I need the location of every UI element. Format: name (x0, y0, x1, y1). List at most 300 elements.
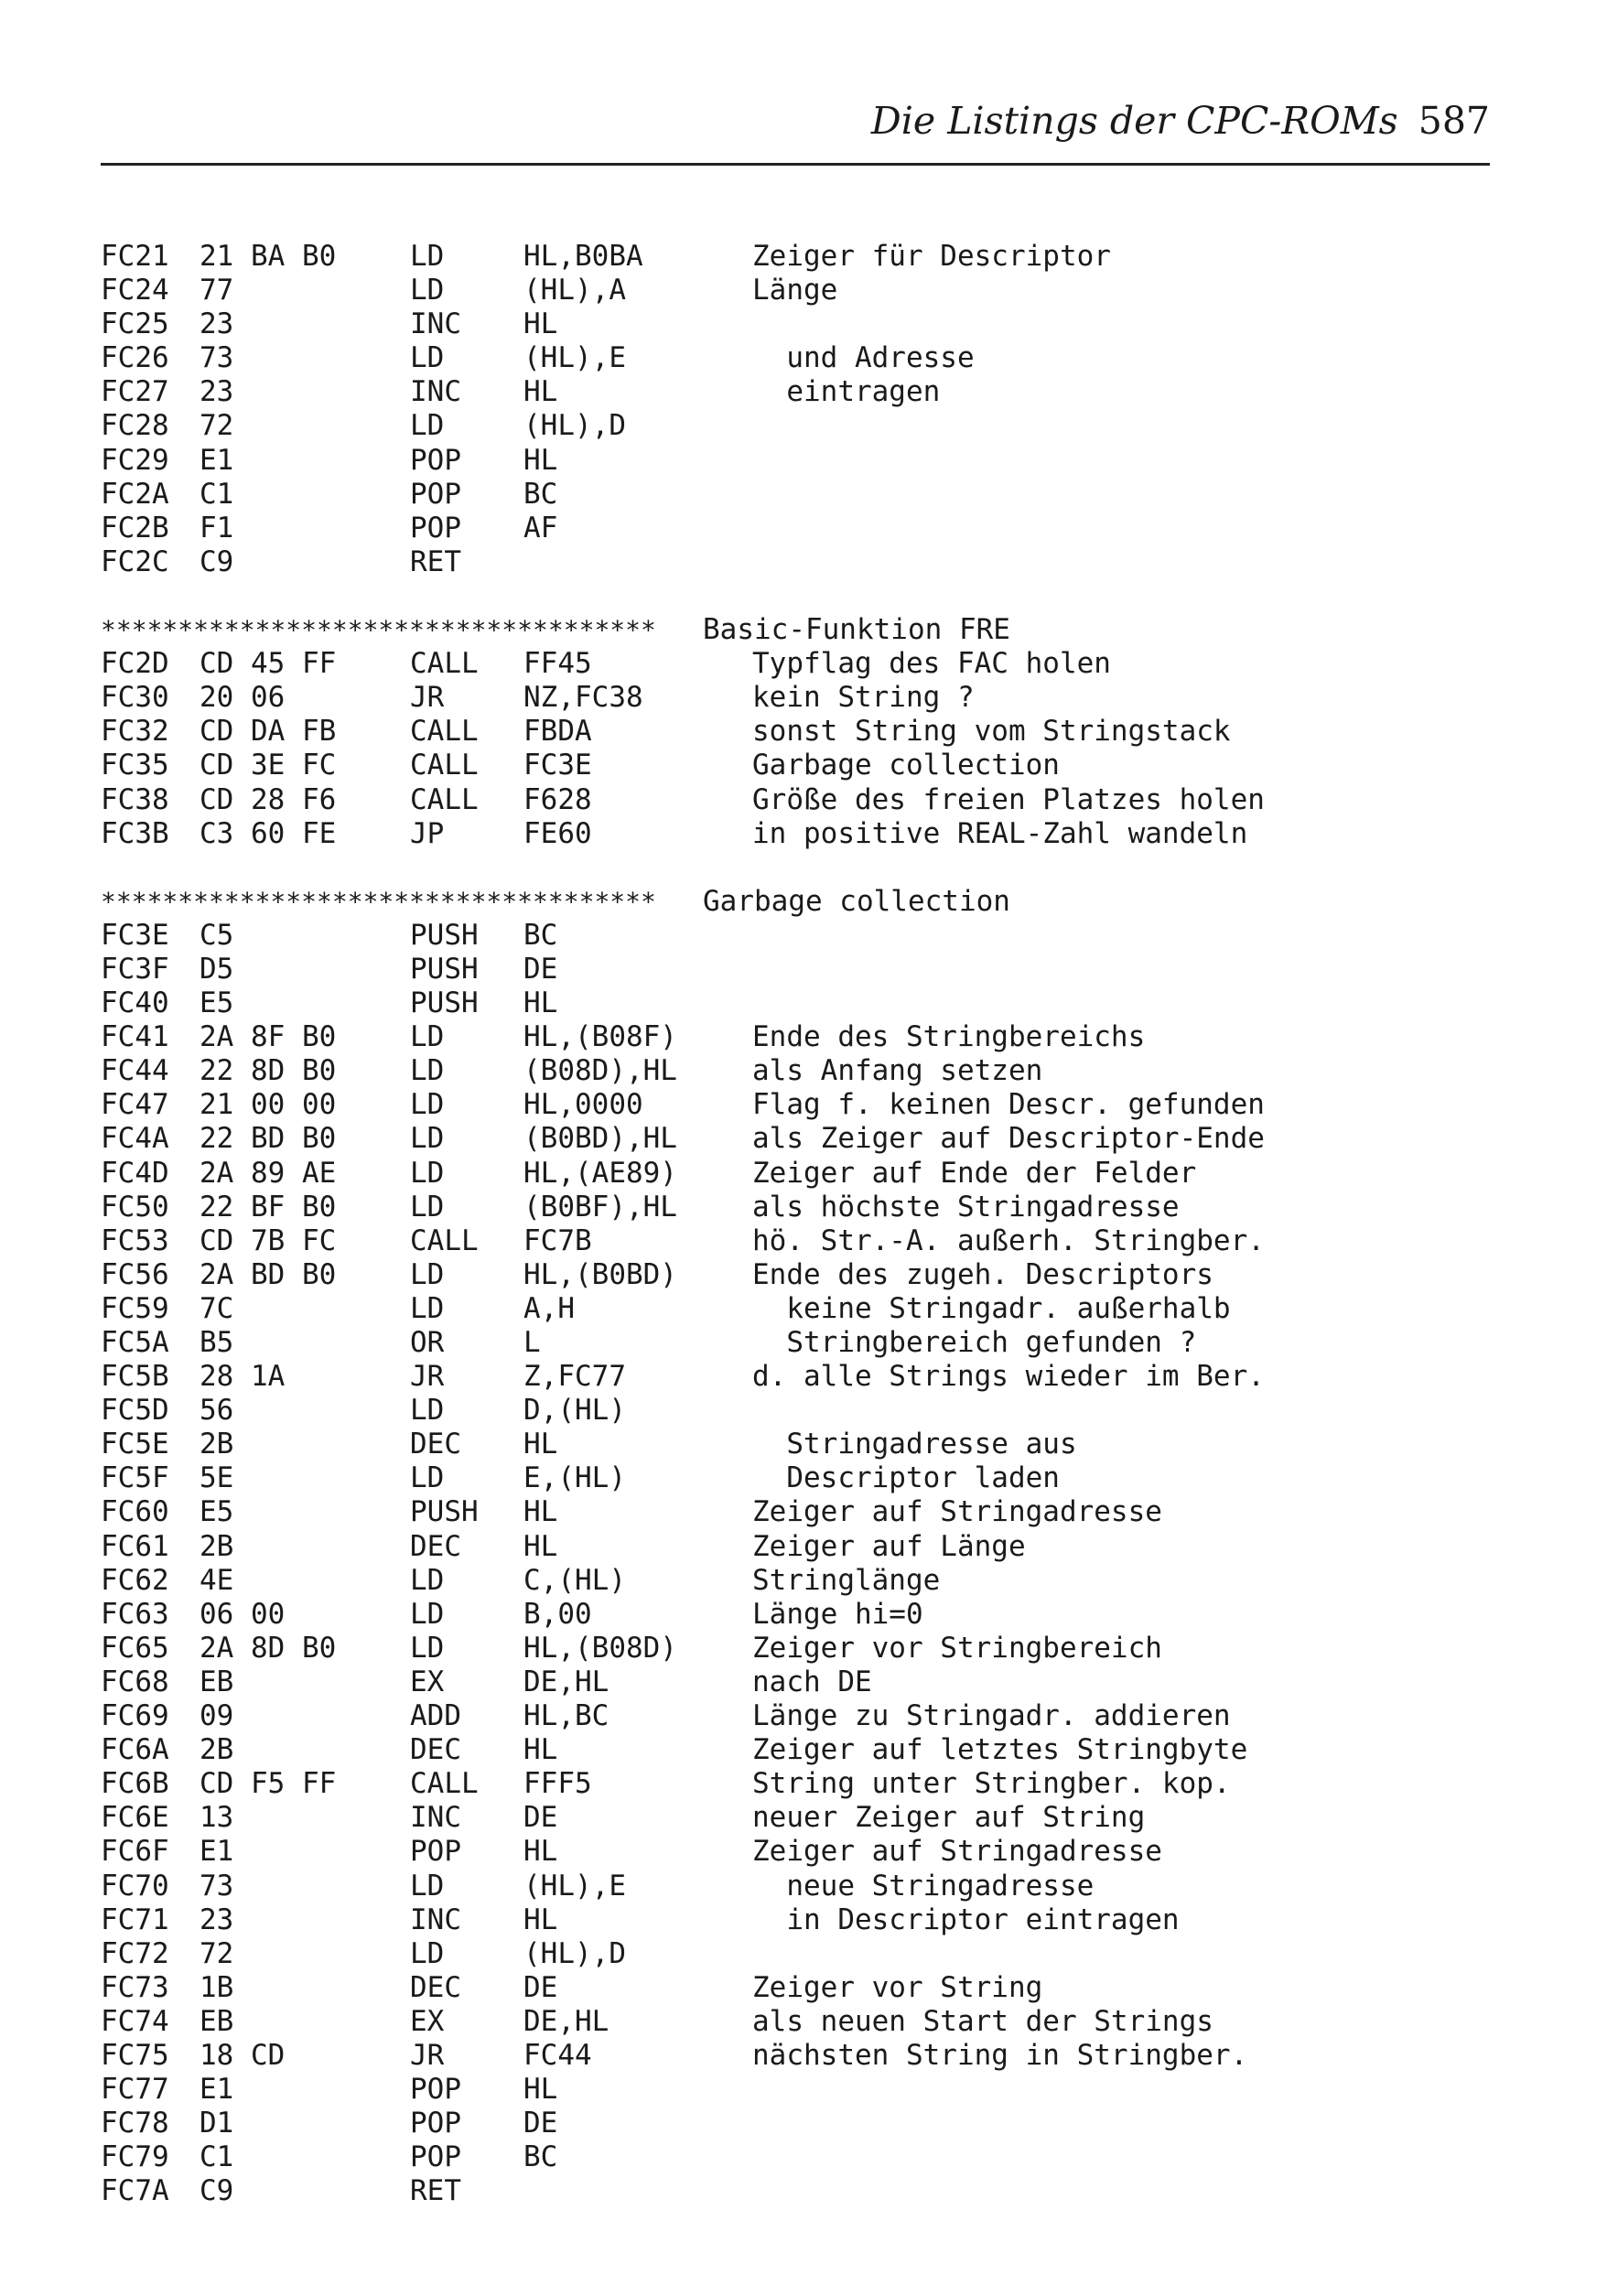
opcode-bytes-cell: 23 (200, 307, 234, 341)
listing-line (101, 1733, 1492, 1767)
comment-cell: Zeiger auf Ende der Felder (752, 1156, 1197, 1190)
comment-cell: in positive REAL-Zahl wandeln (752, 816, 1248, 850)
operand-cell: HL (523, 1903, 558, 1936)
operand-cell: FC44 (523, 2038, 592, 2072)
address-cell: FC75 (101, 2038, 169, 2072)
opcode-bytes-cell: 2A 8F B0 (200, 1020, 337, 1054)
opcode-bytes-cell: D5 (200, 952, 234, 986)
operand-cell: HL (523, 1495, 558, 1529)
address-cell: FC68 (101, 1665, 169, 1698)
comment-cell: neuer Zeiger auf String (752, 1801, 1146, 1835)
comment-cell: als Anfang setzen (752, 1054, 1043, 1088)
comment-cell: Zeiger vor String (752, 1970, 1043, 2004)
listing-line (101, 307, 1492, 341)
mnemonic-cell: LD (410, 1291, 445, 1325)
running-head (871, 99, 1490, 143)
mnemonic-cell: LD (410, 1563, 445, 1597)
operand-cell: DE (523, 1801, 558, 1835)
address-cell: FC6A (101, 1733, 169, 1767)
listing-line (101, 409, 1492, 443)
comment-cell: d. alle Strings wieder im Ber. (752, 1360, 1265, 1394)
listing-line (101, 1258, 1492, 1292)
listing-line (101, 1360, 1492, 1394)
opcode-bytes-cell: 18 CD (200, 2038, 286, 2072)
address-cell: FC60 (101, 1495, 169, 1529)
opcode-bytes-cell: C5 (200, 918, 234, 952)
address-cell: FC5E (101, 1428, 169, 1461)
opcode-bytes-cell: 21 BA B0 (200, 240, 337, 273)
operand-cell: HL (523, 1428, 558, 1461)
opcode-bytes-cell: 09 (200, 1699, 234, 1733)
opcode-bytes-cell: C1 (200, 477, 234, 511)
mnemonic-cell: LD (410, 1020, 445, 1054)
opcode-bytes-cell: 23 (200, 1903, 234, 1936)
mnemonic-cell: OR (410, 1326, 445, 1359)
address-cell: FC69 (101, 1699, 169, 1733)
address-cell: FC73 (101, 1970, 169, 2004)
address-cell: FC61 (101, 1529, 169, 1563)
mnemonic-cell: INC (410, 1903, 461, 1936)
listing-line (101, 986, 1492, 1020)
comment-cell: keine Stringadr. außerhalb (752, 1291, 1231, 1325)
listing-line (101, 1598, 1492, 1632)
opcode-bytes-cell: 2A BD B0 (200, 1257, 337, 1291)
opcode-bytes-cell: CD 28 F6 (200, 782, 337, 816)
opcode-bytes-cell: F1 (200, 511, 234, 544)
mnemonic-cell: PUSH (410, 918, 479, 952)
operand-cell: FC7B (523, 1223, 592, 1257)
listing-line (101, 1191, 1492, 1224)
address-cell: FC40 (101, 986, 169, 1020)
operand-cell: BC (523, 918, 558, 952)
address-cell: FC3F (101, 952, 169, 986)
operand-cell: FF45 (523, 647, 592, 681)
operand-cell: DE (523, 1970, 558, 2004)
listing-line (101, 1428, 1492, 1461)
mnemonic-cell: DEC (410, 1970, 461, 2004)
address-cell: FC4A (101, 1122, 169, 1156)
address-cell: FC5A (101, 1326, 169, 1359)
operand-cell: HL,0000 (523, 1088, 643, 1122)
comment-cell: Flag f. keinen Descr. gefunden (752, 1088, 1265, 1122)
comment-cell: Zeiger auf Stringadresse (752, 1495, 1162, 1529)
operand-cell: A,H (523, 1291, 575, 1325)
address-cell: FC6B (101, 1767, 169, 1801)
comment-cell: und Adresse (752, 341, 975, 375)
operand-cell: HL,BC (523, 1699, 609, 1733)
assembly-listing (101, 240, 1492, 2208)
operand-cell: Z,FC77 (523, 1360, 626, 1394)
comment-cell: eintragen (752, 375, 941, 409)
comment-cell: in Descriptor eintragen (752, 1903, 1180, 1936)
comment-cell: Länge (752, 274, 838, 307)
page-number: 587 (1418, 99, 1490, 143)
opcode-bytes-cell: CD F5 FF (200, 1767, 337, 1801)
opcode-bytes-cell: 73 (200, 341, 234, 375)
address-cell: FC65 (101, 1631, 169, 1665)
opcode-bytes-cell: 22 8D B0 (200, 1054, 337, 1088)
listing-line (101, 545, 1492, 579)
mnemonic-cell: JR (410, 681, 445, 715)
listing-line (101, 1903, 1492, 1937)
listing-line (101, 2073, 1492, 2107)
operand-cell: F628 (523, 782, 592, 816)
listing-line (101, 749, 1492, 782)
listing-line (101, 1394, 1492, 1428)
opcode-bytes-cell: C9 (200, 2174, 234, 2208)
operand-cell: HL,(B08F) (523, 1020, 677, 1054)
operand-cell: HL,(B0BD) (523, 1257, 677, 1291)
address-cell: FC47 (101, 1088, 169, 1122)
opcode-bytes-cell: 4E (200, 1563, 234, 1597)
comment-cell: Ende des Stringbereichs (752, 1020, 1146, 1054)
operand-cell: HL (523, 1529, 558, 1563)
listing-line (101, 1088, 1492, 1122)
opcode-bytes-cell: CD DA FB (200, 715, 337, 749)
listing-line (101, 2005, 1492, 2039)
opcode-bytes-cell: 2A 8D B0 (200, 1631, 337, 1665)
section-heading: Garbage collection (703, 884, 1010, 918)
mnemonic-cell: JP (410, 816, 445, 850)
opcode-bytes-cell: 2B (200, 1733, 234, 1767)
page-header (101, 99, 1490, 154)
address-cell: FC25 (101, 307, 169, 341)
operand-cell: (HL),E (523, 341, 626, 375)
operand-cell: HL (523, 307, 558, 341)
opcode-bytes-cell: 56 (200, 1394, 234, 1428)
comment-cell: als Zeiger auf Descriptor-Ende (752, 1122, 1265, 1156)
comment-cell: Zeiger auf Stringadresse (752, 1835, 1162, 1869)
mnemonic-cell: LD (410, 409, 445, 443)
opcode-bytes-cell: 21 00 00 (200, 1088, 337, 1122)
operand-cell: B,00 (523, 1597, 592, 1631)
listing-line (101, 1224, 1492, 1258)
mnemonic-cell: POP (410, 443, 461, 477)
listing-line (101, 2140, 1492, 2174)
comment-cell: Länge zu Stringadr. addieren (752, 1699, 1231, 1733)
address-cell: FC2C (101, 544, 169, 578)
listing-line (101, 1801, 1492, 1835)
operand-cell: HL (523, 986, 558, 1020)
opcode-bytes-cell: CD 3E FC (200, 749, 337, 782)
operand-cell: (HL),E (523, 1869, 626, 1903)
operand-cell: DE,HL (523, 1665, 609, 1698)
listing-line (101, 1665, 1492, 1699)
operand-cell: DE (523, 2107, 558, 2140)
address-cell: FC2B (101, 511, 169, 544)
comment-cell: String unter Stringber. kop. (752, 1767, 1231, 1801)
mnemonic-cell: RET (410, 544, 461, 578)
opcode-bytes-cell: CD 45 FF (200, 647, 337, 681)
operand-cell: HL (523, 1733, 558, 1767)
mnemonic-cell: RET (410, 2174, 461, 2208)
opcode-bytes-cell: C3 60 FE (200, 816, 337, 850)
operand-cell: (HL),D (523, 1936, 626, 1970)
listing-line (101, 1937, 1492, 1971)
mnemonic-cell: PUSH (410, 1495, 479, 1529)
listing-line (101, 783, 1492, 817)
listing-line (101, 647, 1492, 681)
address-cell: FC2A (101, 477, 169, 511)
operand-cell: HL,(B08D) (523, 1631, 677, 1665)
mnemonic-cell: LD (410, 1631, 445, 1665)
opcode-bytes-cell: 20 06 (200, 681, 286, 715)
operand-cell: DE,HL (523, 2004, 609, 2038)
comment-cell: hö. Str.-A. außerh. Stringber. (752, 1223, 1265, 1257)
mnemonic-cell: CALL (410, 715, 479, 749)
listing-line (101, 953, 1492, 986)
operand-cell: HL (523, 443, 558, 477)
address-cell: FC41 (101, 1020, 169, 1054)
opcode-bytes-cell: EB (200, 2004, 234, 2038)
listing-line (101, 2039, 1492, 2073)
address-cell: FC2D (101, 647, 169, 681)
operand-cell: (B0BD),HL (523, 1122, 677, 1156)
address-cell: FC27 (101, 375, 169, 409)
listing-line (101, 2107, 1492, 2140)
listing-line (101, 1326, 1492, 1360)
mnemonic-cell: INC (410, 1801, 461, 1835)
mnemonic-cell: EX (410, 1665, 445, 1698)
listing-line (101, 1495, 1492, 1529)
mnemonic-cell: LD (410, 1156, 445, 1190)
operand-cell: NZ,FC38 (523, 681, 643, 715)
address-cell: FC4D (101, 1156, 169, 1190)
opcode-bytes-cell: 28 1A (200, 1360, 286, 1394)
opcode-bytes-cell: E1 (200, 1835, 234, 1869)
comment-cell: Descriptor laden (752, 1461, 1060, 1495)
opcode-bytes-cell: 22 BD B0 (200, 1122, 337, 1156)
address-cell: FC63 (101, 1597, 169, 1631)
address-cell: FC30 (101, 681, 169, 715)
mnemonic-cell: LD (410, 1257, 445, 1291)
comment-cell: Zeiger auf letztes Stringbyte (752, 1733, 1248, 1767)
listing-line (101, 1632, 1492, 1665)
comment-cell: kein String ? (752, 681, 975, 715)
mnemonic-cell: DEC (410, 1529, 461, 1563)
address-cell: FC70 (101, 1869, 169, 1903)
opcode-bytes-cell: 1B (200, 1970, 234, 2004)
listing-line (101, 1020, 1492, 1054)
mnemonic-cell: LD (410, 1054, 445, 1088)
opcode-bytes-cell: 13 (200, 1801, 234, 1835)
comment-cell: als höchste Stringadresse (752, 1190, 1180, 1223)
operand-cell: DE (523, 952, 558, 986)
opcode-bytes-cell: 23 (200, 375, 234, 409)
mnemonic-cell: CALL (410, 749, 479, 782)
mnemonic-cell: LD (410, 1461, 445, 1495)
opcode-bytes-cell: C9 (200, 544, 234, 578)
listing-line (101, 1699, 1492, 1733)
address-cell: FC59 (101, 1291, 169, 1325)
listing-line (101, 341, 1492, 375)
listing-line (101, 512, 1492, 545)
address-cell: FC62 (101, 1563, 169, 1597)
listing-line (101, 2174, 1492, 2208)
listing-line (101, 1870, 1492, 1903)
mnemonic-cell: ADD (410, 1699, 461, 1733)
operand-cell: (B08D),HL (523, 1054, 677, 1088)
blank-line (101, 579, 1492, 613)
listing-line (101, 715, 1492, 749)
operand-cell: FFF5 (523, 1767, 592, 1801)
address-cell: FC6F (101, 1835, 169, 1869)
opcode-bytes-cell: 72 (200, 1936, 234, 1970)
comment-cell: Stringbereich gefunden ? (752, 1326, 1197, 1359)
mnemonic-cell: CALL (410, 1223, 479, 1257)
address-cell: FC53 (101, 1223, 169, 1257)
comment-cell: Länge hi=0 (752, 1597, 923, 1631)
operand-cell: FBDA (523, 715, 592, 749)
listing-line (101, 1292, 1492, 1326)
mnemonic-cell: INC (410, 375, 461, 409)
mnemonic-cell: LD (410, 1869, 445, 1903)
operand-cell: FC3E (523, 749, 592, 782)
comment-cell: als neuen Start der Strings (752, 2004, 1213, 2038)
listing-line (101, 919, 1492, 953)
comment-cell: Größe des freien Platzes holen (752, 782, 1265, 816)
address-cell: FC38 (101, 782, 169, 816)
listing-line (101, 1564, 1492, 1598)
listing-line (101, 240, 1492, 274)
mnemonic-cell: POP (410, 2073, 461, 2107)
operand-cell: D,(HL) (523, 1394, 626, 1428)
address-cell: FC28 (101, 409, 169, 443)
operand-cell: (HL),D (523, 409, 626, 443)
mnemonic-cell: LD (410, 1190, 445, 1223)
operand-cell: HL,(AE89) (523, 1156, 677, 1190)
section-divider (101, 613, 1492, 647)
opcode-bytes-cell: CD 7B FC (200, 1223, 337, 1257)
listing-line (101, 1461, 1492, 1495)
section-heading: Basic-Funktion FRE (703, 613, 1010, 647)
header-rule (101, 163, 1490, 166)
opcode-bytes-cell: D1 (200, 2107, 234, 2140)
operand-cell: BC (523, 477, 558, 511)
address-cell: FC3E (101, 918, 169, 952)
address-cell: FC21 (101, 240, 169, 273)
mnemonic-cell: JR (410, 1360, 445, 1394)
listing-line (101, 1122, 1492, 1156)
address-cell: FC7A (101, 2174, 169, 2208)
mnemonic-cell: PUSH (410, 952, 479, 986)
listing-line (101, 444, 1492, 478)
opcode-bytes-cell: E5 (200, 986, 234, 1020)
opcode-bytes-cell: 77 (200, 274, 234, 307)
mnemonic-cell: POP (410, 1835, 461, 1869)
mnemonic-cell: POP (410, 477, 461, 511)
opcode-bytes-cell: E1 (200, 443, 234, 477)
address-cell: FC71 (101, 1903, 169, 1936)
mnemonic-cell: POP (410, 2140, 461, 2174)
opcode-bytes-cell: 73 (200, 1869, 234, 1903)
operand-cell: L (523, 1326, 541, 1359)
operand-cell: HL (523, 1835, 558, 1869)
opcode-bytes-cell: 22 BF B0 (200, 1190, 337, 1223)
opcode-bytes-cell: 06 00 (200, 1597, 286, 1631)
operand-cell: (B0BF),HL (523, 1190, 677, 1223)
listing-line (101, 1971, 1492, 2005)
operand-cell: HL (523, 2073, 558, 2107)
comment-cell: Zeiger auf Länge (752, 1529, 1026, 1563)
comment-cell: Zeiger für Descriptor (752, 240, 1111, 273)
asterisk-rule: ************************************ (101, 886, 656, 917)
comment-cell: Zeiger vor Stringbereich (752, 1631, 1162, 1665)
mnemonic-cell: JR (410, 2038, 445, 2072)
address-cell: FC74 (101, 2004, 169, 2038)
opcode-bytes-cell: E1 (200, 2073, 234, 2107)
comment-cell: Typflag des FAC holen (752, 647, 1111, 681)
listing-line (101, 375, 1492, 409)
mnemonic-cell: LD (410, 1936, 445, 1970)
opcode-bytes-cell: 5E (200, 1461, 234, 1495)
operand-cell: HL,B0BA (523, 240, 643, 273)
address-cell: FC32 (101, 715, 169, 749)
asterisk-rule: ************************************ (101, 615, 656, 646)
mnemonic-cell: POP (410, 2107, 461, 2140)
comment-cell: Ende des zugeh. Descriptors (752, 1257, 1213, 1291)
address-cell: FC35 (101, 749, 169, 782)
address-cell: FC26 (101, 341, 169, 375)
mnemonic-cell: EX (410, 2004, 445, 2038)
mnemonic-cell: LD (410, 274, 445, 307)
section-divider (101, 885, 1492, 919)
opcode-bytes-cell: B5 (200, 1326, 234, 1359)
comment-cell: nächsten String in Stringber. (752, 2038, 1248, 2072)
address-cell: FC56 (101, 1257, 169, 1291)
mnemonic-cell: PUSH (410, 986, 479, 1020)
mnemonic-cell: DEC (410, 1733, 461, 1767)
address-cell: FC5F (101, 1461, 169, 1495)
address-cell: FC44 (101, 1054, 169, 1088)
listing-line (101, 1157, 1492, 1191)
address-cell: FC50 (101, 1190, 169, 1223)
address-cell: FC6E (101, 1801, 169, 1835)
operand-cell: E,(HL) (523, 1461, 626, 1495)
address-cell: FC72 (101, 1936, 169, 1970)
opcode-bytes-cell: EB (200, 1665, 234, 1698)
comment-cell: sonst String vom Stringstack (752, 715, 1231, 749)
address-cell: FC5D (101, 1394, 169, 1428)
comment-cell: neue Stringadresse (752, 1869, 1095, 1903)
mnemonic-cell: LD (410, 1088, 445, 1122)
address-cell: FC79 (101, 2140, 169, 2174)
mnemonic-cell: CALL (410, 782, 479, 816)
address-cell: FC5B (101, 1360, 169, 1394)
comment-cell: nach DE (752, 1665, 872, 1698)
mnemonic-cell: LD (410, 341, 445, 375)
listing-line (101, 1767, 1492, 1801)
opcode-bytes-cell: 2A 89 AE (200, 1156, 337, 1190)
operand-cell: FE60 (523, 816, 592, 850)
address-cell: FC29 (101, 443, 169, 477)
book-title: Die Listings der CPC-ROMs (870, 99, 1398, 143)
opcode-bytes-cell: 2B (200, 1428, 234, 1461)
operand-cell: AF (523, 511, 558, 544)
operand-cell: C,(HL) (523, 1563, 626, 1597)
listing-line (101, 1530, 1492, 1564)
address-cell: FC78 (101, 2107, 169, 2140)
mnemonic-cell: CALL (410, 647, 479, 681)
operand-cell: BC (523, 2140, 558, 2174)
operand-cell: (HL),A (523, 274, 626, 307)
address-cell: FC24 (101, 274, 169, 307)
comment-cell: Stringadresse aus (752, 1428, 1077, 1461)
address-cell: FC3B (101, 816, 169, 850)
opcode-bytes-cell: 7C (200, 1291, 234, 1325)
mnemonic-cell: POP (410, 511, 461, 544)
mnemonic-cell: LD (410, 240, 445, 273)
